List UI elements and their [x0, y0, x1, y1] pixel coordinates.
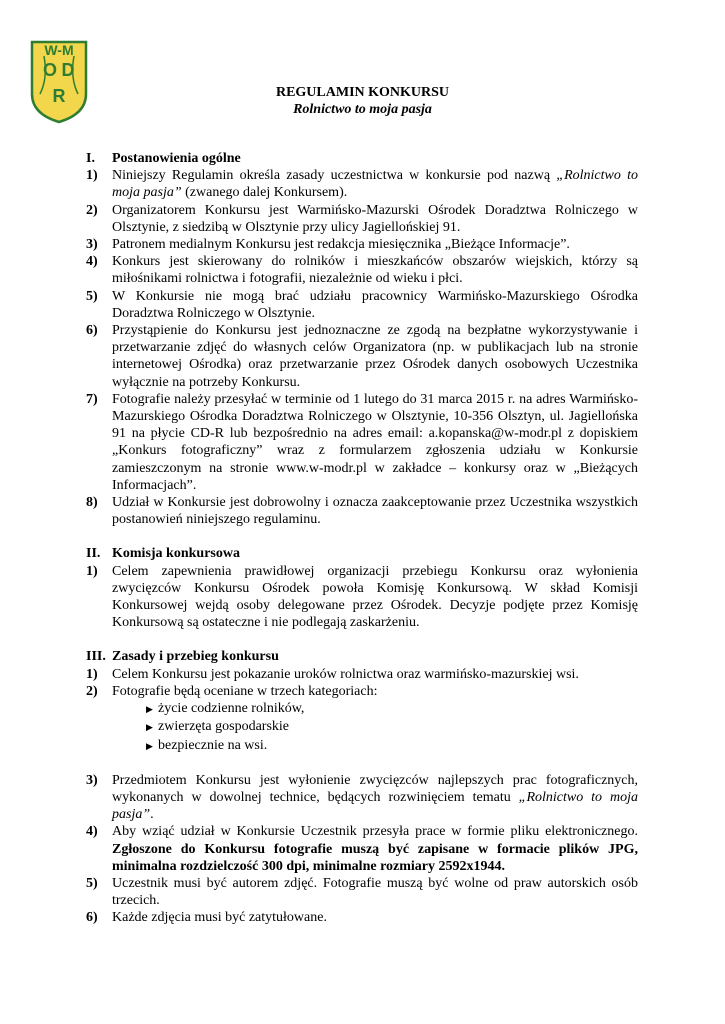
list-item: 2) Organizatorem Konkursu jest Warmińsko-Mazurski Ośrodek Doradztwa Rolniczego w Olsztynie, z siedzibą w Olsztynie przy ulicy Jagiellońskiej 91. — [86, 202, 638, 235]
list-item: 2) Fotografie będą oceniane w trzech kategoriach: — [86, 683, 378, 699]
section-heading: II. Komisja konkursowa — [86, 546, 240, 562]
section-rules — [86, 648, 638, 926]
list-item: 4) Konkurs jest skierowany do rolników i mieszkańców obszarów wiejskich, którzy są miłośnikami rolnictwa i fotografii, niezależnie od wieku i płci. — [86, 254, 638, 287]
list-item: 5) W Konkursie nie mogą brać udziału pracownicy Warmińsko-Mazurskiego Ośrodka Doradztwa Rolniczego w Olsztynie. — [86, 288, 638, 321]
document-title: REGULAMIN KONKURSU — [275, 85, 450, 100]
list-item: 1) Niniejszy Regulamin określa zasady uczestnictwa w konkursie pod nazwą „Rolnictwo to moja pasja” (zwanego dalej Konkursem). — [86, 168, 639, 201]
section-heading: I. Postanowienia ogólne — [86, 151, 241, 166]
list-item: 7) Fotografie należy przesyłać w terminie od 1 lutego do 31 marca 2015 r. na adres Warmińsko-Mazurskiego Ośrodka Doradztwa Rolniczego w Olsztynie, 10-356 Olsztyn, ul. Jagiellońska 91 na płycie CD-R lub bezpośrednio na adres email: a.kopanska@w-modr.pl z dopiskiem „Konkurs fotograficzny” wraz z formularzem zgłoszenia udziału w Konkursie zamieszczonym na stronie www.w-modr.pl w zakładce – konkursy oraz w „Bieżących Informacjach”. — [86, 391, 638, 493]
list-item: 3) Przedmiotem Konkursu jest wyłonienie zwycięzców najlepszych prac fotograficznych, wykonanych w dowolnej technice, będących rozwinięciem tematu „Rolnictwo to moja pasja”. — [86, 772, 638, 823]
regulations-content — [86, 150, 638, 944]
arrow-bullet-icon: ▶ — [146, 704, 153, 715]
svg-text:W-M: W-M — [44, 42, 74, 58]
category-item: ▶ zwierzęta gospodarskie — [146, 718, 638, 736]
section-committee — [86, 545, 638, 631]
list-item: 1) Celem Konkursu jest pokazanie uroków rolnictwa oraz warmińsko-mazurskiej wsi. — [86, 666, 579, 682]
category-item: ▶ bezpiecznie na wsi. — [146, 737, 638, 755]
list-item: 4) Aby wziąć udział w Konkursie Uczestnik przesyła prace w formie pliku elektronicznego. Zgłoszone do Konkursu fotografie muszą być zapisane w formacie plików JPG, minimalna rozdzielczość 300 dpi, minimalne rozmiary 2592x1944. — [86, 824, 638, 874]
list-item: 1) Celem zapewnienia prawidłowej organizacji przebiegu Konkursu oraz wyłonienia zwycięzców Konkursu Ośrodek powoła Komisję Konkursową. W skład Komisji Konkursowej wejdą osoby delegowane przez Ośrodek. Decyzje podjęte przez Komisję Konkursową są ostateczne i nie podlegają zaskarżeniu. — [86, 563, 638, 631]
document-subtitle: Rolnictwo to moja pasja — [293, 102, 432, 117]
svg-text:O: O — [42, 60, 58, 80]
svg-text:R: R — [52, 86, 66, 106]
arrow-bullet-icon: ▶ — [146, 722, 153, 733]
list-item: 6) Każde zdjęcia musi być zatytułowane. — [86, 910, 327, 926]
section-general — [86, 150, 638, 528]
title-block — [0, 84, 725, 118]
category-item: ▶ życie codzienne rolników, — [146, 700, 638, 718]
list-item: 8) Udział w Konkursie jest dobrowolny i oznacza zaakceptowanie przez Uczestnika wszystkich postanowień niniejszego regulaminu. — [86, 495, 638, 528]
list-item: 3) Patronem medialnym Konkursu jest redakcja miesięcznika „Bieżące Informacje”. — [86, 237, 570, 253]
svg-text:D: D — [61, 60, 75, 80]
section-heading: III. Zasady i przebieg konkursu — [86, 649, 279, 665]
category-list — [146, 700, 638, 755]
list-item: 5) Uczestnik musi być autorem zdjęć. Fotografie muszą być wolne od praw autorskich osób trzecich. — [86, 875, 638, 909]
list-item: 6) Przystąpienie do Konkursu jest jednoznaczne ze zgodą na bezpłatne wykorzystywanie i przetwarzanie zdjęć do własnych celów Organizatora (np. w publikacjach lub na stronie internetowej Ośrodka) oraz przetwarzanie przez Ośrodek danych osobowych Uczestnika wyłącznie na potrzeby Konkursu. — [86, 323, 638, 390]
arrow-bullet-icon: ▶ — [146, 740, 153, 751]
